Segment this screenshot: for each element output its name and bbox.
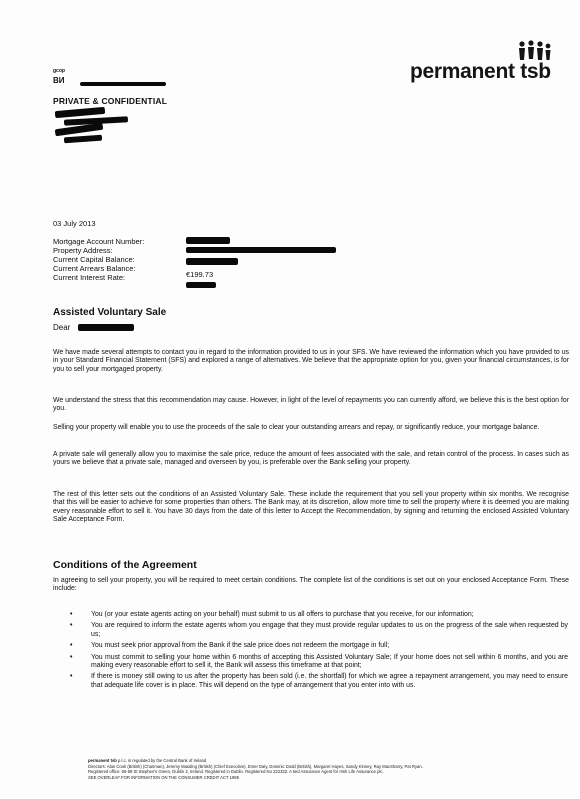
list-item bbox=[70, 622, 568, 639]
account-number-label: Mortgage Account Number: bbox=[53, 237, 145, 246]
arrears-balance-value: €199.73 bbox=[186, 270, 214, 279]
interest-rate-label: Current Interest Rate: bbox=[53, 273, 126, 282]
reference-number: ВИ bbox=[53, 76, 65, 85]
footer-registered: Registered office: 56-59 St Stephen's Green, Dublin 2, Ireland. Registered in Dublin. Registered No 222332. A tied Assurance Agent for Irish Life Assurance plc. bbox=[88, 769, 384, 775]
redacted-account-number bbox=[186, 237, 230, 244]
condition-text: You are required to inform the estate agents whom you engage that they must provide regular updates to us on the progress of the sale when requested by us; bbox=[91, 622, 568, 638]
paragraph-3: Selling your property will enable you to use the proceeds of the sale to clear your outstanding arrears and repay, or significantly reduce, your mortgage balance. bbox=[53, 424, 540, 431]
condition-text: You (or your estate agents acting on your behalf) must submit to us all offers to purchase that you receive, for our information; bbox=[91, 611, 474, 618]
greeting: Dear bbox=[53, 323, 71, 332]
list-item bbox=[70, 654, 568, 671]
account-details bbox=[53, 237, 144, 282]
conditions-intro: In agreeing to sell your property, you will be required to meet certain conditions. The complete list of the conditions is set out on your enclosed Acceptance Form. These include: bbox=[53, 577, 569, 593]
conditions-list bbox=[70, 611, 568, 693]
paragraph-4: A private sale will generally allow you to maximise the sale price, reduce the amount of fees associated with the sale, and retain control of the process. In cases such as yours we believe that a private sale, managed and overseen by you, is preferable over the Bank selling your property. bbox=[53, 451, 569, 467]
paragraph-2: We understand the stress that this recommendation may cause. However, in light of the level of repayments you can currently afford, we believe this is the best option for you. bbox=[53, 397, 569, 413]
reference-code: gcop bbox=[53, 68, 65, 74]
bullet-icon: • bbox=[70, 673, 73, 681]
logo-figures-icon bbox=[516, 40, 552, 62]
list-item bbox=[70, 611, 568, 619]
redacted-address-line-4 bbox=[64, 135, 102, 144]
conditions-heading: Conditions of the Agreement bbox=[53, 559, 197, 571]
capital-balance-label: Current Capital Balance: bbox=[53, 255, 135, 264]
letter-date: 03 July 2013 bbox=[53, 219, 96, 228]
list-item bbox=[70, 642, 568, 650]
redacted-recipient-name bbox=[78, 324, 134, 331]
condition-text: If there is money still owing to us after the property has been sold (i.e. the shortfall) for which we agree a repayment arrangement, you may need to ensure that adequate life cover is in place. This will depend on the type of arrangement that you enter into with us. bbox=[91, 673, 568, 689]
redacted-reference bbox=[80, 82, 166, 86]
condition-text: You must commit to selling your home within 6 months of accepting this Assisted Voluntary Sale; If your home does not sell within 6 months, and you are making every reasonable effort to sell it, the Bank will assess this timeframe at that point; bbox=[91, 653, 568, 670]
bullet-icon: • bbox=[70, 642, 73, 650]
footer-regulated: p.l.c. is regulated by the Central Bank of Ireland bbox=[118, 758, 207, 763]
footer-see-overleaf: SEE OVERLEAF FOR INFORMATION ON THE CONSUMER CREDIT ACT 1995 bbox=[88, 774, 239, 780]
private-confidential-label: PRIVATE & CONFIDENTIAL bbox=[53, 96, 168, 106]
redacted-address-line-1 bbox=[55, 107, 105, 118]
letter-heading: Assisted Voluntary Sale bbox=[53, 307, 167, 318]
bullet-icon: • bbox=[70, 611, 73, 618]
bullet-icon: • bbox=[70, 622, 73, 630]
brand-logo-text: permanent tsb bbox=[410, 60, 551, 83]
redacted-interest-rate bbox=[186, 282, 216, 288]
condition-text: You must seek prior approval from the Bank if the sale price does not redeem the mortgage in full; bbox=[91, 642, 390, 650]
paragraph-5: The rest of this letter sets out the conditions of an Assisted Voluntary Sale. These include the requirement that you sell your property within six months. We recognise that this will be easier to achieve for some properties than others. The Bank may, at its discretion, allow more time to sell the property where it is deemed you are making every reasonable effort to sell it. You have 30 days from the date of this letter to Accept the Recommendation, by signing and returning the enclosed Assisted Voluntary Sale Acceptance Form. bbox=[53, 491, 569, 524]
redacted-property-address bbox=[186, 247, 336, 253]
redacted-capital-balance bbox=[186, 258, 238, 265]
list-item bbox=[70, 673, 568, 690]
property-address-label: Property Address: bbox=[53, 246, 113, 255]
footer-directors: Directors: Alan Cook (British) (Chairman), Jeremy Masding (British) (Chief Executive), Emer Daly, Dominic Dodd (British), Margaret Hayes, Sandy Kinney, Ray MacSharry, Pat Ryan. bbox=[88, 763, 423, 769]
bullet-icon: • bbox=[70, 653, 73, 661]
footer bbox=[88, 758, 558, 780]
paragraph-1: We have made several attempts to contact you in regard to the information provided to us in your SFS. We have reviewed the information which you have provided to us in your Standard Financial Statement (SFS) and explored a range of alternatives. We believe that the appropriate option for you, given your financial circumstances, is for you to sell your mortgaged property. bbox=[53, 349, 569, 373]
arrears-balance-label: Current Arrears Balance: bbox=[53, 264, 136, 273]
footer-company: permanent tsb bbox=[88, 758, 117, 763]
